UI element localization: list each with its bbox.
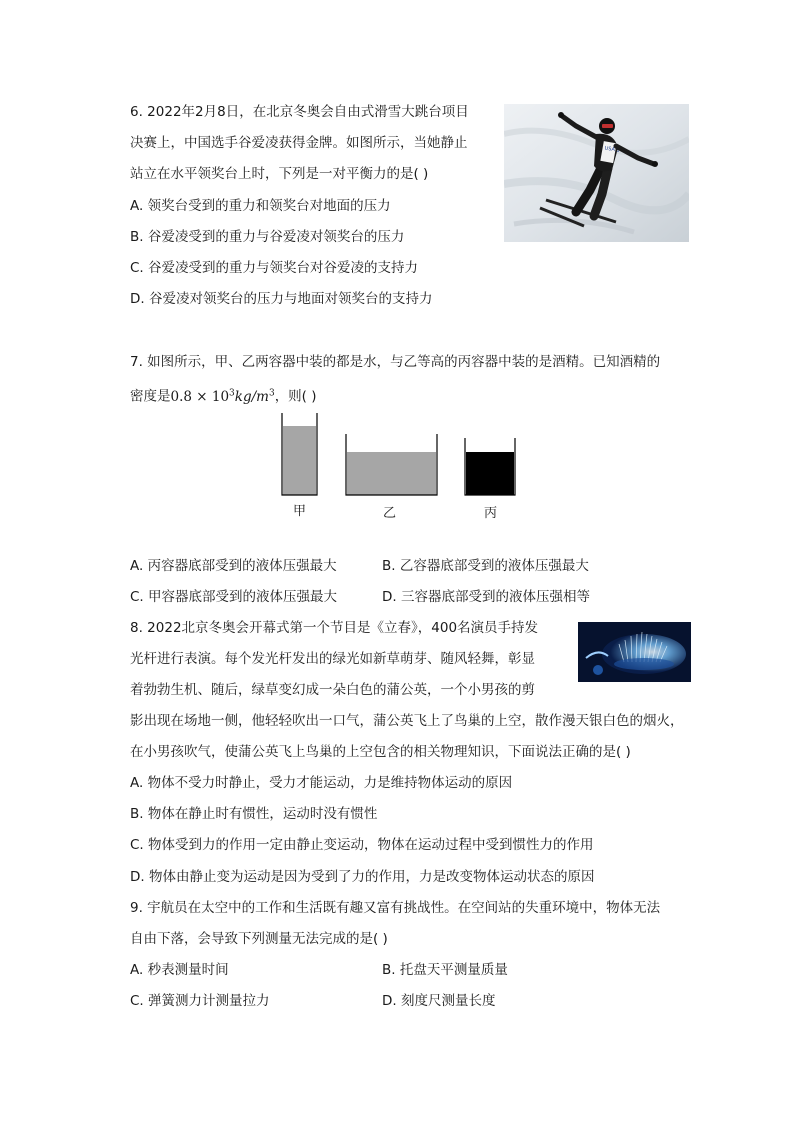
container-yi-water bbox=[347, 452, 436, 495]
q7-stem-line-2 bbox=[130, 383, 317, 407]
q6-stem-line-3: 站立在水平领奖台上时，下列是一对平衡力的是( ) bbox=[130, 166, 429, 182]
q7-option-b: B. 乙容器底部受到的液体压强最大 bbox=[382, 558, 589, 574]
q6-option-d: D. 谷爱凌对领奖台的压力与地面对领奖台的支持力 bbox=[130, 291, 433, 307]
q8-stem-line-1: 8. 2022北京冬奥会开幕式第一个节目是《立春》，400名演员手持发 bbox=[130, 620, 539, 636]
density-exp: 3 bbox=[229, 388, 235, 398]
skier-photo bbox=[504, 104, 689, 242]
bib-text: USA 3 bbox=[604, 145, 620, 154]
q8-stem-line-4: 影出现在场地一侧，他轻轻吹出一口气，蒲公英飞上了鸟巢的上空，散作漫天银白色的烟火， bbox=[130, 713, 684, 729]
q7-density-prefix: 密度是 bbox=[130, 388, 171, 405]
q8-option-c: C. 物体受到力的作用一定由静止变运动，物体在运动过程中受到惯性力的作用 bbox=[130, 837, 594, 853]
q8-stem-line-3: 着勃勃生机、随后，绿草变幻成一朵白色的蒲公英，一个小男孩的剪 bbox=[130, 682, 535, 698]
q7-stem-line-1: 7. 如图所示，甲、乙两容器中装的都是水，与乙等高的丙容器中装的是酒精。已知酒精的 bbox=[130, 354, 661, 370]
q9-option-c: C. 弹簧测力计测量拉力 bbox=[130, 993, 270, 1009]
q9-stem-line-2: 自由下落，会导致下列测量无法完成的是( ) bbox=[130, 931, 388, 947]
q6-option-b: B. 谷爱凌受到的重力与谷爱凌对领奖台的压力 bbox=[130, 229, 405, 245]
q7-option-c: C. 甲容器底部受到的液体压强最大 bbox=[130, 589, 338, 605]
q8-stem-line-5: 在小男孩吹气，使蒲公英飞上鸟巢的上空包含的相关物理知识，下面说法正确的是( ) bbox=[130, 744, 631, 760]
label-bing: 丙 bbox=[484, 506, 498, 521]
q6-option-c: C. 谷爱凌受到的重力与领奖台对谷爱凌的支持力 bbox=[130, 260, 419, 276]
q6-option-a: A. 领奖台受到的重力和领奖台对地面的压力 bbox=[130, 198, 391, 214]
q8-option-b: B. 物体在静止时有惯性，运动时没有惯性 bbox=[130, 806, 378, 822]
q9-option-b: B. 托盘天平测量质量 bbox=[382, 962, 508, 978]
density-unit-exp: 3 bbox=[268, 388, 275, 398]
q7-stem-suffix: ，则( ) bbox=[274, 388, 317, 405]
label-yi: 乙 bbox=[383, 506, 397, 521]
q6-stem-line-2: 决赛上，中国选手谷爱凌获得金牌。如图所示，当她静止 bbox=[130, 135, 468, 151]
ceremony-photo bbox=[578, 622, 691, 682]
density-unit: kg/m bbox=[234, 388, 269, 405]
density-coef: 0.8 × 10 bbox=[170, 388, 230, 405]
label-jia: 甲 bbox=[293, 504, 307, 519]
density-formula bbox=[171, 389, 275, 405]
q7-option-a: A. 丙容器底部受到的液体压强最大 bbox=[130, 558, 337, 574]
q8-option-d: D. 物体由静止变为运动是因为受到了力的作用，力是改变物体运动状态的原因 bbox=[130, 869, 595, 885]
q8-option-a: A. 物体不受力时静止，受力才能运动，力是维持物体运动的原因 bbox=[130, 775, 513, 791]
q6-stem-line-1: 6. 2022年2月8日，在北京冬奥会自由式滑雪大跳台项目 bbox=[130, 104, 469, 120]
container-jia-water bbox=[283, 426, 316, 495]
q9-option-d: D. 刻度尺测量长度 bbox=[382, 993, 496, 1009]
q7-option-d: D. 三容器底部受到的液体压强相等 bbox=[382, 589, 590, 605]
q8-stem-line-2: 光杆进行表演。每个发光杆发出的绿光如新草萌芽、随风轻舞，彰显 bbox=[130, 651, 535, 667]
q9-option-a: A. 秒表测量时间 bbox=[130, 962, 229, 978]
container-bing-alcohol bbox=[466, 452, 514, 495]
q9-stem-line-1: 9. 宇航员在太空中的工作和生活既有趣又富有挑战性。在空间站的失重环境中，物体无法 bbox=[130, 900, 661, 916]
